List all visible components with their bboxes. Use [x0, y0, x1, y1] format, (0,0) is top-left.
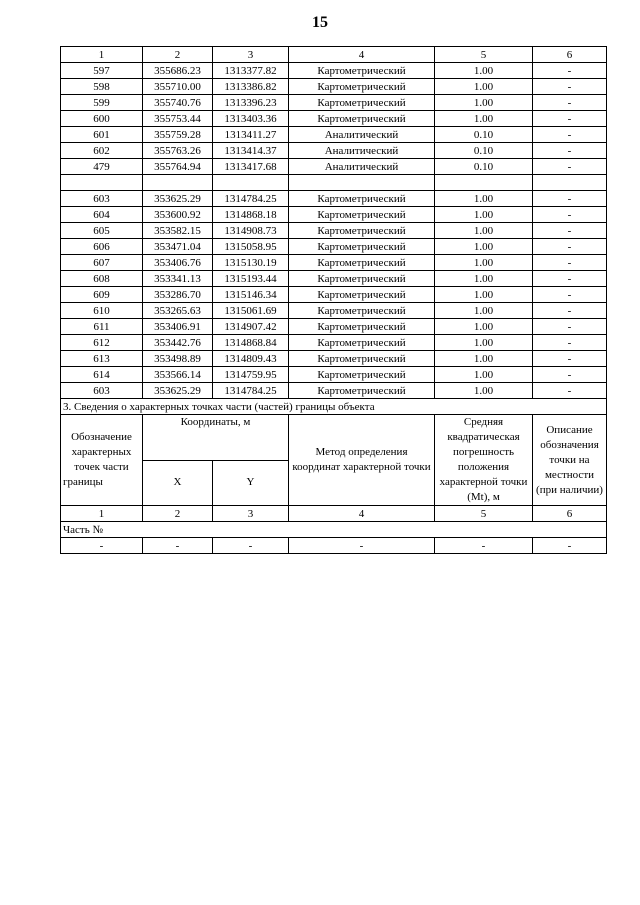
table-cell: 603: [61, 383, 143, 399]
table-cell: 355710.00: [143, 79, 213, 95]
table-cell: 1313396.23: [213, 95, 289, 111]
table-cell: 353265.63: [143, 303, 213, 319]
column-number: 4: [289, 47, 435, 63]
table-cell: -: [533, 303, 607, 319]
table-cell: 1.00: [435, 287, 533, 303]
column-number: 5: [435, 47, 533, 63]
table-cell: Аналитический: [289, 127, 435, 143]
table-cell: 604: [61, 207, 143, 223]
table-cell: 1313414.37: [213, 143, 289, 159]
table-cell: Картометрический: [289, 111, 435, 127]
table-cell: -: [213, 538, 289, 554]
table-cell: -: [533, 287, 607, 303]
table-cell: 1314809.43: [213, 351, 289, 367]
table-cell: -: [435, 538, 533, 554]
table-cell: Картометрический: [289, 383, 435, 399]
table-cell: Картометрический: [289, 63, 435, 79]
header-description: Описание обозначения точки на местности (при наличии): [533, 415, 607, 506]
table-row: [61, 287, 607, 303]
coordinates-table: [60, 46, 607, 554]
table-row: [61, 383, 607, 399]
header-x: X: [143, 460, 213, 506]
table-cell: 1.00: [435, 319, 533, 335]
table-cell: 1.00: [435, 303, 533, 319]
table-cell: Картометрический: [289, 335, 435, 351]
table-cell: Картометрический: [289, 319, 435, 335]
table-cell: 353471.04: [143, 239, 213, 255]
section-header-row: [61, 415, 607, 461]
table-cell: 603: [61, 191, 143, 207]
table-cell: 1313417.68: [213, 159, 289, 175]
table-cell: Картометрический: [289, 191, 435, 207]
table-cell: 0.10: [435, 143, 533, 159]
table-cell: -: [533, 63, 607, 79]
table-cell: 607: [61, 255, 143, 271]
table-cell: 353406.91: [143, 319, 213, 335]
table-cell: -: [533, 207, 607, 223]
table-cell: 0.10: [435, 159, 533, 175]
table-cell: 0.10: [435, 127, 533, 143]
table-cell: Картометрический: [289, 239, 435, 255]
column-number: 6: [533, 47, 607, 63]
table-cell: -: [533, 79, 607, 95]
table-cell: 1.00: [435, 367, 533, 383]
table-row: [61, 223, 607, 239]
table-cell: 353625.29: [143, 191, 213, 207]
part-row: [61, 522, 607, 538]
table-cell: -: [533, 239, 607, 255]
column-number: 6: [533, 506, 607, 522]
table-cell: -: [533, 351, 607, 367]
table-cell: 1.00: [435, 95, 533, 111]
table-row: [61, 111, 607, 127]
column-number: 3: [213, 506, 289, 522]
table-cell: 613: [61, 351, 143, 367]
table-cell: 353566.14: [143, 367, 213, 383]
table-cell: Картометрический: [289, 367, 435, 383]
table-cell: -: [61, 538, 143, 554]
table-cell: -: [533, 223, 607, 239]
table-cell: 1314784.25: [213, 191, 289, 207]
table-row: [61, 367, 607, 383]
header-coordinates: Координаты, м: [143, 415, 289, 461]
table-row: [61, 63, 607, 79]
table-row: [61, 271, 607, 287]
table-cell: 353406.76: [143, 255, 213, 271]
table-cell: -: [533, 191, 607, 207]
table-cell: 597: [61, 63, 143, 79]
table-cell: 601: [61, 127, 143, 143]
table-cell: 353582.15: [143, 223, 213, 239]
header-accuracy: Средняя квадратическая погрешность положения характерной точки (Mt), м: [435, 415, 533, 506]
table-row: [61, 143, 607, 159]
table-cell: Картометрический: [289, 79, 435, 95]
table-cell: 1313411.27: [213, 127, 289, 143]
table-cell: 353341.13: [143, 271, 213, 287]
table-row: [61, 191, 607, 207]
table-cell: 1.00: [435, 351, 533, 367]
table-cell: -: [533, 538, 607, 554]
section-column-number-row: [61, 506, 607, 522]
empty-separator-row: [61, 175, 607, 191]
table-cell: -: [533, 319, 607, 335]
table-cell: 1.00: [435, 63, 533, 79]
table-cell: 1.00: [435, 207, 533, 223]
table-row: [61, 319, 607, 335]
table-cell: 610: [61, 303, 143, 319]
table-cell: -: [533, 367, 607, 383]
table-cell: 1315058.95: [213, 239, 289, 255]
column-number: 2: [143, 47, 213, 63]
column-number: 4: [289, 506, 435, 522]
header-point-designation: Обозначение характерных точек части границы: [61, 415, 143, 506]
table-cell: 479: [61, 159, 143, 175]
table-cell: Картометрический: [289, 255, 435, 271]
part-label: Часть №: [61, 522, 607, 538]
table-cell: 612: [61, 335, 143, 351]
table-cell: 1314759.95: [213, 367, 289, 383]
table-cell: 1.00: [435, 79, 533, 95]
column-number: 5: [435, 506, 533, 522]
table-row: [61, 127, 607, 143]
table-cell: -: [533, 95, 607, 111]
section-title: 3. Сведения о характерных точках части (частей) границы объекта: [61, 399, 607, 415]
table-cell: 599: [61, 95, 143, 111]
table-cell: 1314907.42: [213, 319, 289, 335]
table-cell: 1.00: [435, 239, 533, 255]
table-row: [61, 95, 607, 111]
table-row: [61, 335, 607, 351]
table-cell: 1.00: [435, 111, 533, 127]
table-cell: -: [143, 538, 213, 554]
table-cell: 355753.44: [143, 111, 213, 127]
table-cell: 1.00: [435, 255, 533, 271]
table-cell: -: [533, 127, 607, 143]
table-row: [61, 79, 607, 95]
table-cell: 600: [61, 111, 143, 127]
table-cell: Аналитический: [289, 159, 435, 175]
table-cell: 598: [61, 79, 143, 95]
table-row: [61, 159, 607, 175]
table-cell: 1.00: [435, 383, 533, 399]
table-cell: 1315193.44: [213, 271, 289, 287]
table-cell: 1314868.18: [213, 207, 289, 223]
table-cell: 355740.76: [143, 95, 213, 111]
table-row: [61, 351, 607, 367]
table-cell: 1.00: [435, 191, 533, 207]
table-cell: -: [533, 335, 607, 351]
table-cell: Аналитический: [289, 143, 435, 159]
column-number: 2: [143, 506, 213, 522]
table-cell: Картометрический: [289, 207, 435, 223]
table-cell: -: [533, 111, 607, 127]
table-cell: 353625.29: [143, 383, 213, 399]
table-cell: 614: [61, 367, 143, 383]
table-cell: 1315146.34: [213, 287, 289, 303]
header-method: Метод определения координат характерной точки: [289, 415, 435, 506]
page-number: 15: [312, 14, 328, 31]
table-cell: -: [533, 255, 607, 271]
table-cell: 608: [61, 271, 143, 287]
section-title-row: [61, 399, 607, 415]
table-cell: -: [533, 383, 607, 399]
table-cell: Картометрический: [289, 223, 435, 239]
table-cell: 355686.23: [143, 63, 213, 79]
table-cell: 1.00: [435, 223, 533, 239]
table-cell: Картометрический: [289, 303, 435, 319]
table-cell: Картометрический: [289, 351, 435, 367]
table-cell: Картометрический: [289, 271, 435, 287]
header-y: Y: [213, 460, 289, 506]
table-row: [61, 255, 607, 271]
table-cell: 355763.26: [143, 143, 213, 159]
table-cell: 353442.76: [143, 335, 213, 351]
table-cell: 602: [61, 143, 143, 159]
table-cell: -: [533, 159, 607, 175]
table-cell: Картометрический: [289, 95, 435, 111]
table-cell: 355764.94: [143, 159, 213, 175]
column-number: 3: [213, 47, 289, 63]
table-cell: 1.00: [435, 271, 533, 287]
table-cell: 609: [61, 287, 143, 303]
table-cell: 353286.70: [143, 287, 213, 303]
table-cell: 353600.92: [143, 207, 213, 223]
table-cell: 1313377.82: [213, 63, 289, 79]
table-cell: 355759.28: [143, 127, 213, 143]
table-cell: 606: [61, 239, 143, 255]
table-cell: 1315061.69: [213, 303, 289, 319]
table-row: [61, 239, 607, 255]
empty-data-row: [61, 538, 607, 554]
column-number: 1: [61, 506, 143, 522]
table-cell: 1313386.82: [213, 79, 289, 95]
table-row: [61, 303, 607, 319]
column-number-row: [61, 47, 607, 63]
table-cell: -: [533, 143, 607, 159]
table-cell: 1314868.84: [213, 335, 289, 351]
table-cell: 353498.89: [143, 351, 213, 367]
table-cell: -: [289, 538, 435, 554]
table-cell: 1314908.73: [213, 223, 289, 239]
table-cell: 1314784.25: [213, 383, 289, 399]
table-cell: Картометрический: [289, 287, 435, 303]
column-number: 1: [61, 47, 143, 63]
table-cell: 1313403.36: [213, 111, 289, 127]
table-cell: 611: [61, 319, 143, 335]
table-row: [61, 207, 607, 223]
table-cell: 1.00: [435, 335, 533, 351]
table-cell: -: [533, 271, 607, 287]
table-cell: 605: [61, 223, 143, 239]
table-cell: 1315130.19: [213, 255, 289, 271]
